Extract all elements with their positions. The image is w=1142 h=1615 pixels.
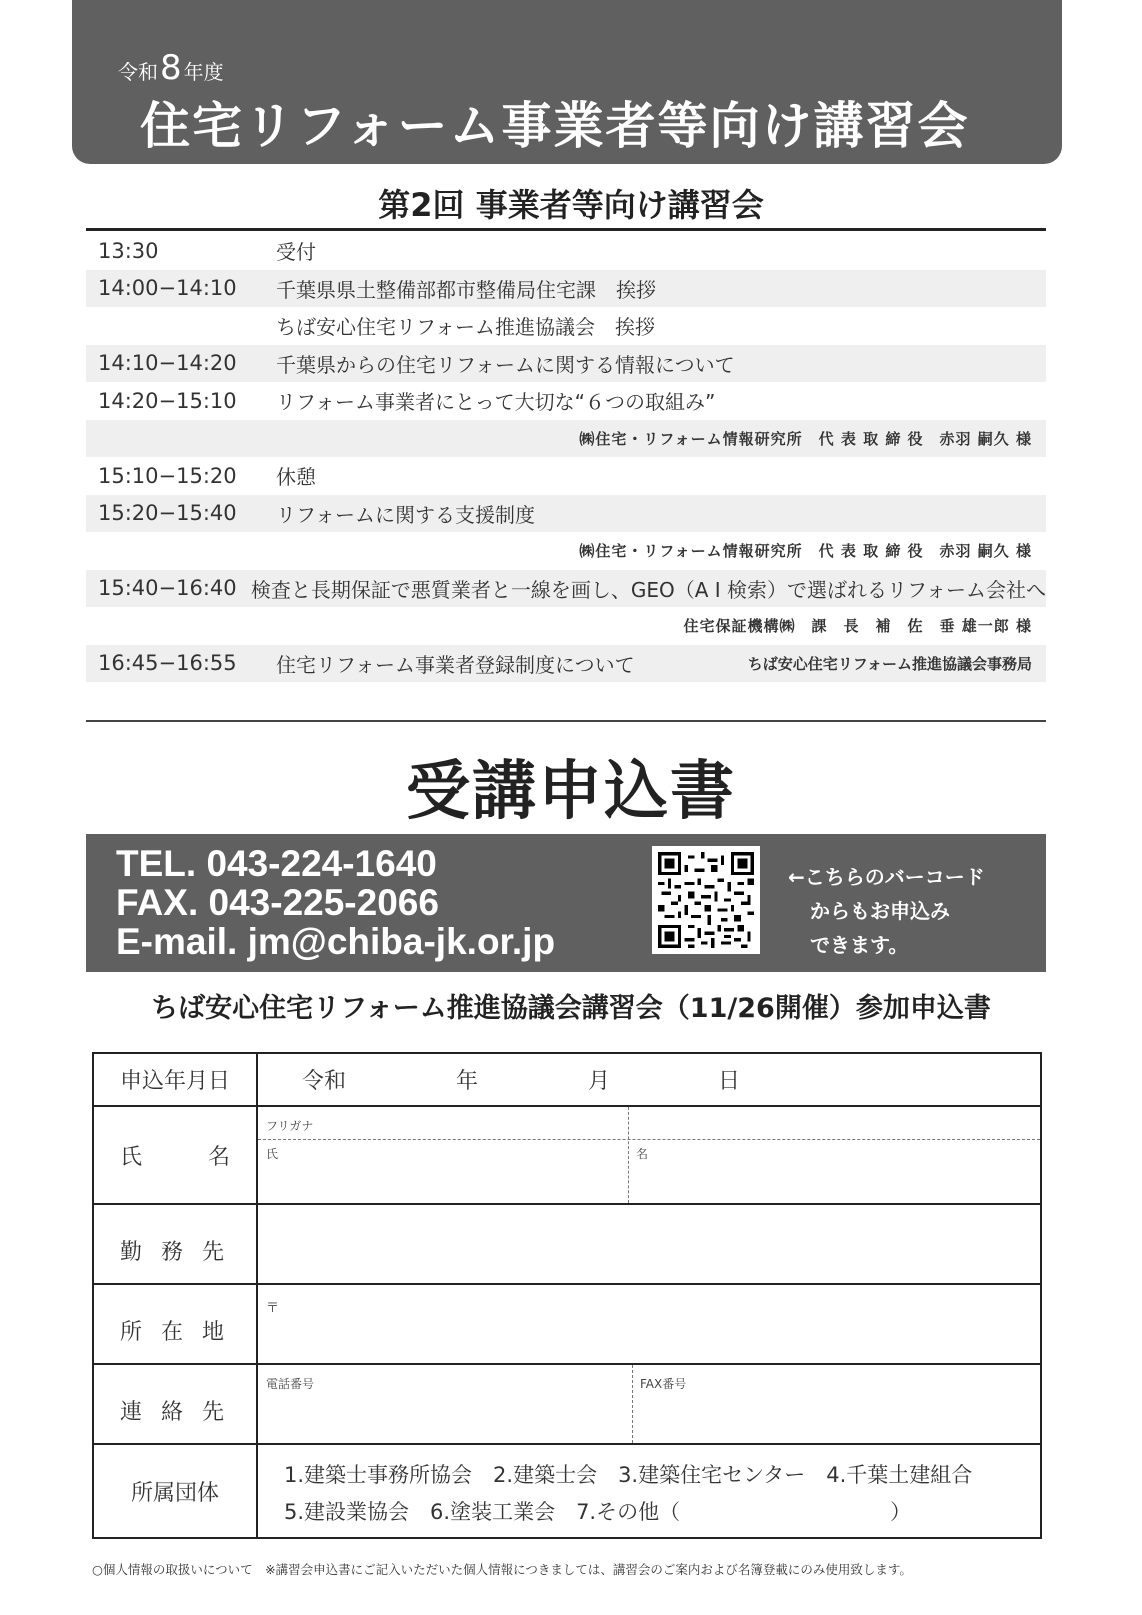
contact-lines — [116, 844, 555, 961]
postal-mark: 〒 — [266, 1301, 280, 1316]
application-title: ちば安心住宅リフォーム推進協議会講習会（11/26開催）参加申込書 — [151, 993, 991, 1024]
page-title: 住宅リフォーム事業者等向け講習会 — [140, 97, 970, 155]
year-suffix: 年度 — [183, 60, 224, 84]
organization-field[interactable] — [258, 1445, 1040, 1537]
header-banner — [72, 0, 1062, 164]
schedule-row — [86, 270, 1046, 308]
section-divider — [86, 720, 1046, 722]
schedule-time: 14:10−14:20 — [98, 351, 237, 376]
organization-options — [284, 1457, 972, 1531]
qr-code[interactable] — [652, 846, 760, 954]
fax-number: FAX. 043-225-2066 — [116, 882, 439, 923]
schedule-row — [86, 570, 1046, 608]
contact-row — [94, 1365, 1040, 1445]
date-parts — [302, 1054, 740, 1105]
given-name-label: 名 — [636, 1147, 649, 1161]
schedule-row — [86, 382, 1046, 420]
schedule-row — [86, 420, 1046, 458]
schedule-time: 15:40−16:40 — [98, 576, 237, 601]
date-row — [94, 1054, 1040, 1107]
schedule-desc: リフォームに関する支援制度 — [276, 502, 535, 527]
schedule-time: 14:00−14:10 — [98, 276, 237, 301]
organization-option-line[interactable]: 1.建築士事務所協会 2.建築士会 3.建築住宅センター 4.千葉土建組合 — [284, 1463, 973, 1487]
address-field[interactable] — [258, 1285, 1040, 1363]
surname-label: 氏 — [266, 1147, 279, 1161]
form-title: 受講申込書 — [406, 755, 736, 829]
schedule-row — [86, 307, 1046, 345]
schedule-desc: 検査と長期保証で悪質業者と一線を画し、GEO（A I 検索）で選ばれるリフォーム会社へ — [250, 577, 1046, 602]
date-day: 日 — [718, 1069, 741, 1094]
date-month: 月 — [588, 1069, 611, 1094]
privacy-footnote: ○個人情報の取扱いについて ※講習会申込書にご記入いただいた個人情報につきましては、講習会のご案内および名簿登載にのみ使用致します。 — [92, 1562, 912, 1577]
email-address[interactable]: E-mail. jm@chiba-jk.or.jp — [116, 921, 556, 962]
name-field[interactable] — [258, 1107, 1040, 1203]
organization-row — [94, 1445, 1040, 1537]
name-label: 氏 名 — [94, 1107, 258, 1203]
qr-note-line: からもお申込み — [810, 899, 950, 923]
date-year: 年 — [456, 1069, 479, 1094]
contact-divider — [632, 1365, 633, 1443]
workplace-field[interactable] — [258, 1205, 1040, 1283]
schedule-row — [86, 607, 1046, 645]
address-row — [94, 1285, 1040, 1365]
contact-box — [86, 834, 1046, 972]
schedule-desc: リフォーム事業者にとって大切な“６つの取組み” — [276, 390, 716, 415]
schedule-time: 14:20−15:10 — [98, 388, 237, 413]
qr-note — [788, 860, 985, 962]
qr-code-icon — [658, 852, 754, 948]
fax-label: FAX番号 — [640, 1377, 687, 1391]
schedule-desc: 住宅リフォーム事業者登録制度について — [276, 652, 635, 677]
year-prefix: 令和 — [118, 60, 158, 84]
tel-number[interactable]: TEL. 043-224-1640 — [116, 843, 437, 884]
schedule-speaker: ㈱住宅・リフォーム情報研究所 代 表 取 締 役 赤羽 嗣久 様 — [579, 429, 1032, 448]
organization-option-line[interactable]: 5.建設業協会 6.塗装工業会 7.その他（ ） — [284, 1500, 912, 1524]
schedule-speaker: ㈱住宅・リフォーム情報研究所 代 表 取 締 役 赤羽 嗣久 様 — [579, 542, 1032, 561]
workplace-label: 勤 務 先 — [94, 1205, 258, 1283]
fiscal-year — [118, 48, 224, 88]
phone-label: 電話番号 — [266, 1377, 315, 1391]
schedule-table — [86, 232, 1046, 682]
schedule-row — [86, 645, 1046, 683]
name-row — [94, 1107, 1040, 1205]
schedule-desc: ちば安心住宅リフォーム推進協議会 挨拶 — [276, 315, 655, 340]
schedule-row — [86, 457, 1046, 495]
organization-label: 所属団体 — [94, 1445, 258, 1537]
application-form — [92, 1052, 1042, 1539]
schedule-desc: 千葉県からの住宅リフォームに関する情報について — [276, 352, 735, 377]
schedule-time: 13:30 — [98, 238, 159, 263]
schedule-time: 15:20−15:40 — [98, 501, 237, 526]
date-label: 申込年月日 — [94, 1054, 258, 1105]
schedule-row — [86, 495, 1046, 533]
workplace-row — [94, 1205, 1040, 1285]
schedule-row — [86, 345, 1046, 383]
furigana-divider — [258, 1139, 1040, 1140]
session-title: 第2回 事業者等向け講習会 — [378, 186, 764, 224]
schedule-desc: 休憩 — [276, 465, 316, 490]
schedule-time: 15:10−15:20 — [98, 463, 237, 488]
schedule-speaker: ちば安心住宅リフォーム推進協議会事務局 — [747, 654, 1032, 673]
schedule-desc: 千葉県県土整備部都市整備局住宅課 挨拶 — [276, 277, 656, 302]
schedule-row — [86, 532, 1046, 570]
schedule-desc: 受付 — [276, 240, 316, 265]
schedule-row — [86, 232, 1046, 270]
date-era: 令和 — [302, 1069, 347, 1094]
schedule-time: 16:45−16:55 — [98, 651, 237, 676]
furigana-label: フリガナ — [266, 1119, 314, 1133]
year-number: 8 — [160, 48, 182, 88]
date-field[interactable] — [258, 1054, 1040, 1105]
contact-field[interactable] — [258, 1365, 1040, 1443]
qr-note-line: ←こちらのバーコード — [788, 865, 985, 889]
name-divider — [628, 1107, 629, 1203]
schedule-speaker: 住宅保証機構㈱ 課 長 補 佐 垂 雄一郎 様 — [683, 617, 1032, 636]
qr-note-line: できます。 — [810, 933, 909, 957]
schedule-top-rule — [86, 228, 1046, 231]
contact-label: 連 絡 先 — [94, 1365, 258, 1443]
address-label: 所 在 地 — [94, 1285, 258, 1363]
